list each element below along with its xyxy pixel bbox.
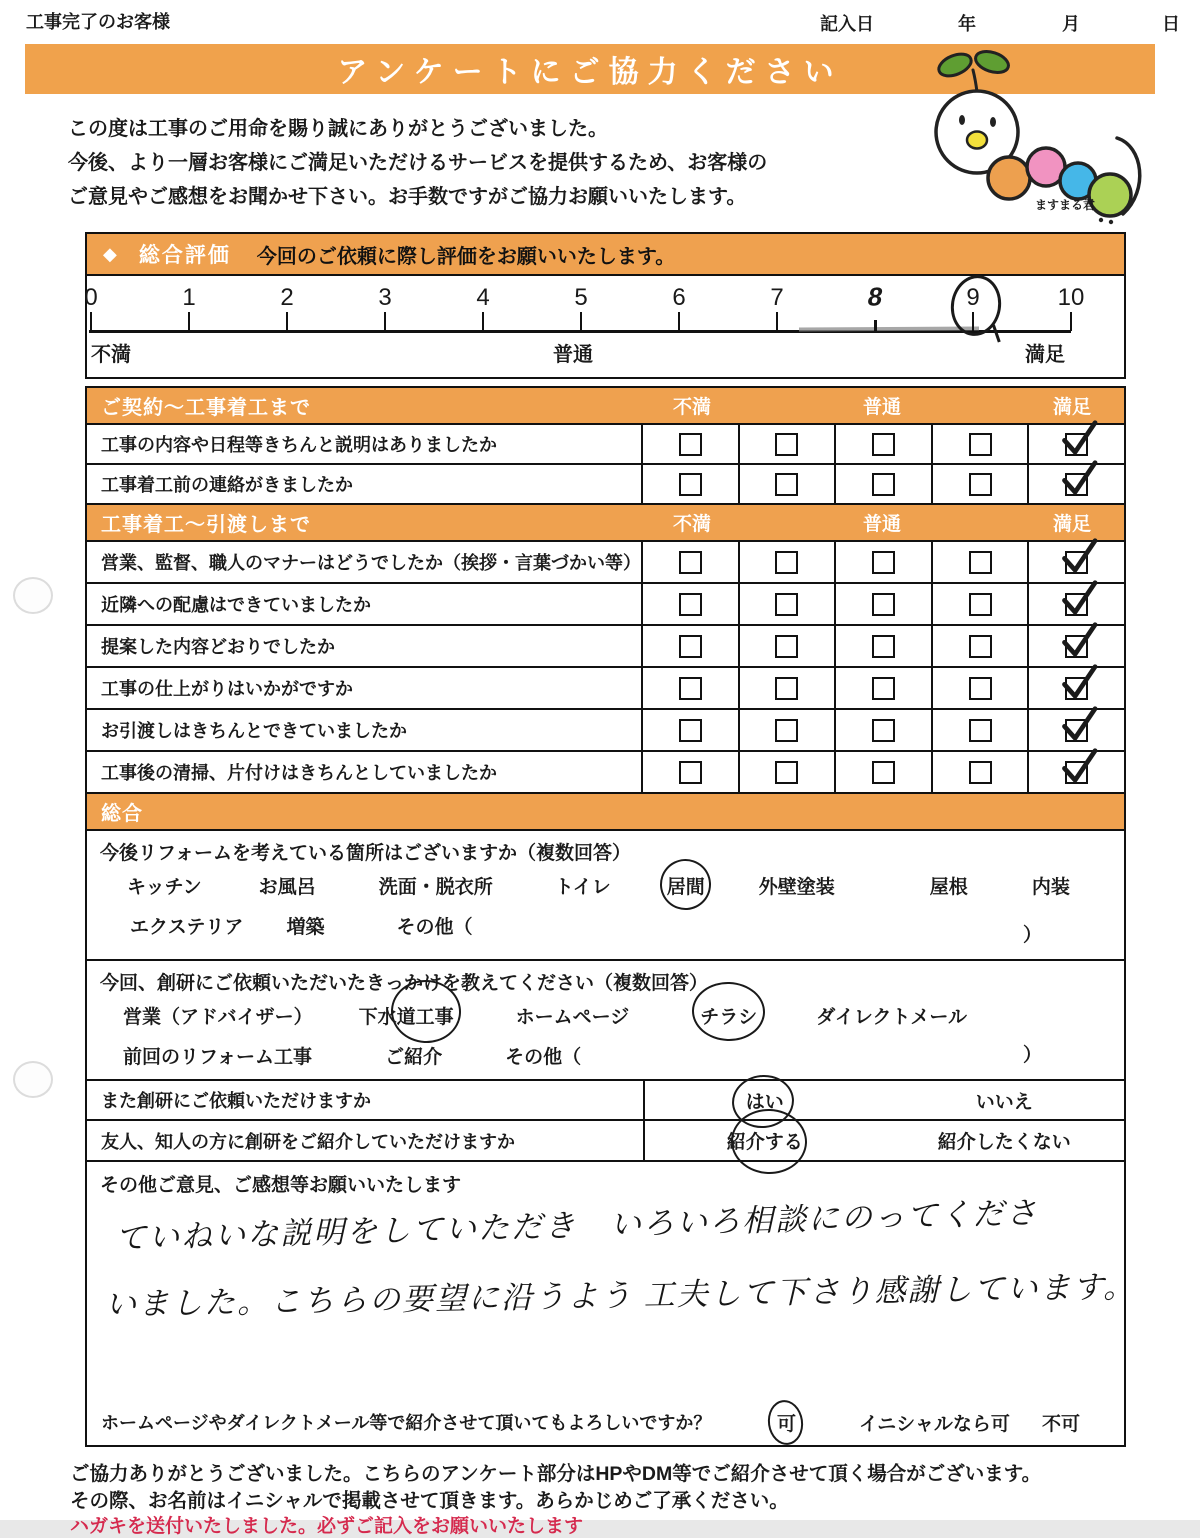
rating-header-desc: 今回のご依頼に際し評価をお願いいたします。 [256, 245, 676, 268]
checkbox-cell [740, 710, 837, 750]
overall-rating-header [87, 234, 1124, 274]
checkbox-cell [643, 752, 740, 792]
scale-tick [776, 312, 778, 331]
question-label: 近隣への配慮はできていましたか [87, 584, 643, 624]
column-label: 満足 [1052, 397, 1092, 418]
checkmark [1058, 459, 1098, 499]
scale-max-label: 満足 [1025, 344, 1065, 366]
question-label: 工事の仕上がりはいかがですか [87, 668, 643, 708]
intro-paragraph [68, 112, 888, 214]
question-label: 工事着工前の連絡がきましたか [87, 465, 643, 503]
comments-cell [87, 1160, 1137, 1445]
question-row [87, 666, 1124, 708]
checkbox[interactable] [872, 761, 895, 784]
question-row [87, 423, 1124, 463]
close-paren: ） [1022, 1045, 1042, 1066]
checkbox-cell [836, 425, 933, 463]
overall-rating-box [85, 232, 1126, 379]
checkbox-cell [643, 465, 740, 503]
option[interactable]: 営業（アドバイザー） [123, 1006, 313, 1028]
checkbox-cell [643, 626, 740, 666]
question-row [87, 582, 1124, 624]
checkbox-cell [1029, 584, 1124, 624]
punch-hole [13, 1061, 53, 1098]
intro-line: この度は工事のご用命を賜り誠にありがとうございました。 [68, 118, 608, 140]
option[interactable]: お風呂 [258, 876, 316, 898]
scale-tick [286, 312, 288, 331]
scale-number-6[interactable]: 6 [672, 284, 686, 311]
option[interactable]: 居間 [667, 872, 705, 899]
scale-tick [874, 320, 877, 331]
checkbox[interactable] [969, 473, 992, 496]
publish-option[interactable]: イニシャルなら可 [859, 1414, 1010, 1435]
answer-cell [645, 1127, 885, 1154]
checkbox-cell [836, 584, 933, 624]
form-audience-label: 工事完了のお客様 [26, 12, 170, 32]
checkbox[interactable] [872, 433, 895, 456]
checkmark [1058, 537, 1098, 577]
checkbox-cell [933, 668, 1030, 708]
column-label: 不満 [672, 514, 712, 535]
checkbox[interactable] [775, 719, 798, 742]
question-label: 友人、知人の方に創研をご紹介していただけますか [87, 1121, 645, 1160]
block-question: 今回、創研にご依頼いただいたきっかけを教えてください（複数回答） [100, 973, 709, 994]
checkbox-cell [1029, 710, 1124, 750]
checkbox[interactable] [775, 433, 798, 456]
checkbox[interactable] [969, 551, 992, 574]
answer-area [645, 1121, 1124, 1160]
option-row [87, 1035, 1124, 1075]
punch-hole [13, 577, 53, 614]
section-title: 工事着工〜引渡しまで [101, 514, 311, 536]
checkbox[interactable] [775, 593, 798, 616]
answer-area [645, 1081, 1124, 1119]
question-row [87, 708, 1124, 750]
checkbox[interactable] [679, 635, 702, 658]
checkbox-cell [740, 752, 837, 792]
option[interactable]: 外壁塗装 [758, 876, 835, 898]
column-label: 普通 [862, 514, 902, 535]
publish-question: ホームページやダイレクトメール等で紹介させて頂いてもよろしいですか？ [101, 1413, 712, 1433]
checkbox[interactable] [969, 677, 992, 700]
mascot-name-label: ますまる君 [1035, 198, 1096, 212]
scale-number-0[interactable]: 0 [84, 284, 98, 311]
checkbox[interactable] [775, 761, 798, 784]
checkbox[interactable] [775, 473, 798, 496]
checkbox-cell [643, 584, 740, 624]
section-header [87, 388, 1124, 423]
checkbox[interactable] [969, 433, 992, 456]
scale-mid-label: 普通 [553, 344, 593, 366]
checkbox[interactable] [679, 719, 702, 742]
handwritten-circle [658, 857, 712, 911]
checkbox-cell [933, 465, 1030, 503]
scale-number-2[interactable]: 2 [280, 284, 294, 311]
checkbox[interactable] [872, 473, 895, 496]
checkbox[interactable] [872, 551, 895, 574]
scale-tick [188, 312, 190, 331]
scale-number-8[interactable]: 8 [865, 282, 885, 313]
option[interactable]: 前回のリフォーム工事 [123, 1046, 313, 1068]
scale-number-10[interactable]: 10 [1057, 284, 1085, 311]
scale-tick [384, 312, 386, 331]
question-row [87, 750, 1124, 792]
rating-header-label: 総合評価 [138, 244, 231, 267]
scale-number-3[interactable]: 3 [378, 284, 392, 311]
diamond-icon: ◆ [103, 243, 117, 264]
question-label: 営業、監督、職人のマナーはどうでしたか（挨拶・言葉づかい等） [87, 542, 643, 582]
checkbox-cell [1029, 668, 1124, 708]
checkbox-cell [740, 465, 837, 503]
checkbox-cell [933, 752, 1030, 792]
option[interactable]: ご紹介 [385, 1046, 443, 1068]
answer-cell [885, 1127, 1125, 1154]
rating-scale [84, 274, 1124, 377]
checkbox[interactable] [969, 719, 992, 742]
checkbox[interactable] [679, 677, 702, 700]
answer-option[interactable]: はい [746, 1087, 784, 1114]
month-label: 月 [1062, 14, 1080, 34]
clipped-red-note: ハガキを送付いたしました。必ずご記入をお願いいたします [70, 1516, 584, 1537]
option-row [87, 995, 1124, 1035]
checkbox[interactable] [872, 593, 895, 616]
question-row [87, 624, 1124, 666]
checkbox-cell [1029, 425, 1124, 463]
checkbox[interactable] [679, 551, 702, 574]
question-label: 工事の内容や日程等きちんと説明はありましたか [87, 425, 643, 463]
checkbox-cell [1029, 752, 1124, 792]
checkbox[interactable] [969, 593, 992, 616]
day-label: 日 [1162, 14, 1180, 34]
column-label: 普通 [862, 397, 902, 418]
scale-tick [580, 312, 582, 331]
answer-option[interactable]: 紹介したくない [937, 1132, 1071, 1153]
intro-line: 今後、より一層お客様にご満足いただけるサービスを提供するため、お客様の [68, 152, 768, 174]
checkbox[interactable] [969, 635, 992, 658]
checkmark [1058, 579, 1098, 619]
option[interactable]: エクステリア [130, 916, 244, 938]
checkbox[interactable] [775, 677, 798, 700]
section-header [87, 503, 1124, 540]
checkbox[interactable] [679, 473, 702, 496]
checkbox-cell [740, 626, 837, 666]
option[interactable]: 洗面・脱衣所 [378, 876, 493, 898]
question-row [87, 463, 1124, 503]
scale-tick [482, 312, 484, 331]
column-label: 不満 [672, 397, 712, 418]
checkmark [1058, 747, 1098, 787]
question-row [87, 540, 1124, 582]
checkbox-cell [933, 626, 1030, 666]
checkbox[interactable] [969, 761, 992, 784]
reform-question-block [87, 829, 1124, 959]
option-row [87, 865, 1124, 905]
section-title: ご契約〜工事着工まで [101, 397, 311, 419]
checkbox[interactable] [872, 635, 895, 658]
option[interactable]: トイレ [554, 876, 611, 898]
option[interactable]: 増築 [286, 916, 325, 938]
checkbox[interactable] [775, 635, 798, 658]
checkbox-cell [836, 465, 933, 503]
scale-number-5[interactable]: 5 [574, 284, 588, 311]
page-title: アンケートにご協力ください [337, 56, 843, 89]
checkmark [1058, 621, 1098, 661]
scale-tick [1070, 312, 1072, 331]
checkbox-cell [933, 710, 1030, 750]
comments-label: その他ご意見、ご感想等お願いいたします [100, 1175, 462, 1196]
scale-tick [678, 312, 680, 331]
checkbox-cell [1029, 626, 1124, 666]
checkbox-cell [836, 542, 933, 582]
option[interactable]: 屋根 [929, 876, 968, 898]
publish-option[interactable]: 不可 [1042, 1414, 1081, 1435]
publish-option[interactable]: 可 [777, 1409, 796, 1436]
checkbox-cell [643, 710, 740, 750]
option-row [87, 905, 1124, 945]
checkbox-cell [836, 752, 933, 792]
publish-permission-row [87, 1405, 1124, 1439]
section-header [87, 792, 1124, 829]
checkbox[interactable] [872, 677, 895, 700]
option[interactable]: キッチン [127, 876, 202, 898]
handwritten-comment-line: いました。こちらの要望に沿うよう 工夫して下さり感謝しています。 [104, 1269, 1137, 1322]
section-title: 総合 [101, 803, 143, 825]
entry-date-label: 記入日 [820, 14, 874, 34]
checkbox-cell [740, 542, 837, 582]
checkbox-cell [836, 626, 933, 666]
scale-number-4[interactable]: 4 [476, 284, 490, 311]
scale-number-9[interactable]: 9 [966, 284, 980, 311]
scale-number-1[interactable]: 1 [182, 284, 196, 311]
question-label: お引渡しはきちんとできていましたか [87, 710, 643, 750]
scale-min-label: 不満 [91, 344, 131, 366]
scale-tick [90, 312, 92, 331]
checkbox[interactable] [679, 593, 702, 616]
checkmark [1058, 705, 1098, 745]
yes-no-row [87, 1079, 1124, 1119]
option[interactable]: その他（ [396, 916, 473, 938]
survey-table [85, 386, 1137, 1447]
answer-option[interactable]: いいえ [975, 1091, 1033, 1113]
checkbox-cell [643, 542, 740, 582]
answer-option[interactable]: 紹介する [727, 1127, 803, 1154]
checkbox-cell [933, 542, 1030, 582]
scale-number-7[interactable]: 7 [770, 284, 784, 311]
checkbox-cell [1029, 465, 1124, 503]
checkbox[interactable] [775, 551, 798, 574]
checkbox[interactable] [679, 433, 702, 456]
checkbox-cell [740, 668, 837, 708]
option[interactable]: その他（ [505, 1046, 582, 1068]
checkmark [1058, 663, 1098, 703]
column-label: 満足 [1052, 514, 1092, 535]
year-label: 年 [958, 14, 976, 34]
option[interactable]: ホームページ [515, 1006, 630, 1028]
option[interactable]: チラシ [700, 1002, 757, 1029]
checkbox-cell [1029, 542, 1124, 582]
checkbox-cell [836, 668, 933, 708]
checkmark [1058, 419, 1098, 459]
yes-no-row [87, 1119, 1124, 1160]
checkbox-cell [933, 584, 1030, 624]
question-label: また創研にご依頼いただけますか [87, 1081, 645, 1119]
question-label: 提案した内容どおりでしたか [87, 626, 643, 666]
checkbox-cell [836, 710, 933, 750]
block-question: 今後リフォームを考えている箇所はございますか（複数回答） [100, 843, 632, 864]
checkbox-cell [933, 425, 1030, 463]
checkbox-cell [643, 425, 740, 463]
trigger-question-block [87, 959, 1124, 1079]
checkbox-cell [643, 668, 740, 708]
checkbox-cell [740, 584, 837, 624]
footer-note-line1: ご協力ありがとうございました。こちらのアンケート部分はHPやDM等でご紹介させて頂く場合がございます。 [70, 1463, 1042, 1485]
checkbox[interactable] [679, 761, 702, 784]
close-paren: ） [1022, 925, 1042, 946]
question-label: 工事後の清掃、片付けはきちんとしていましたか [87, 752, 643, 792]
intro-line: ご意見やご感想をお聞かせ下さい。お手数ですがご協力お願いいたします。 [68, 186, 747, 208]
handwritten-comment-line: ていねいな説明をしていただき いろいろ相談にのってくださ [114, 1195, 1040, 1256]
option[interactable]: ダイレクトメール [816, 1006, 967, 1028]
footer-note-line2: その際、お名前はイニシャルで掲載させて頂きます。あらかじめご了承ください。 [70, 1490, 789, 1512]
checkbox-cell [740, 425, 837, 463]
option[interactable]: 内装 [1031, 876, 1070, 898]
answer-cell [885, 1087, 1125, 1114]
handwritten-circle [765, 1398, 806, 1447]
checkbox[interactable] [872, 719, 895, 742]
option[interactable]: 下水道工事 [359, 1002, 454, 1029]
